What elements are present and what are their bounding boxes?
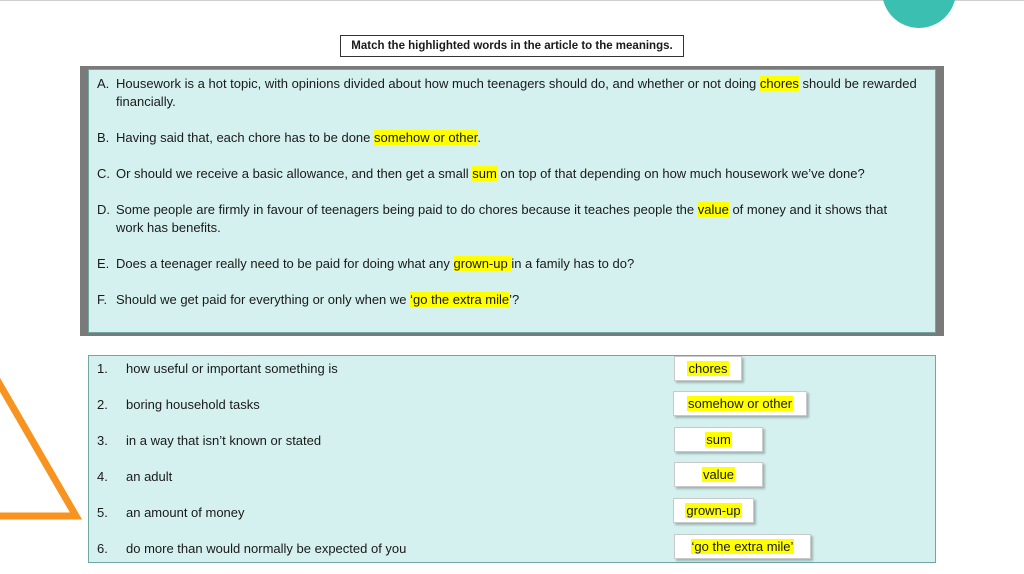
meaning-number: 5. xyxy=(97,505,108,520)
meaning-number: 1. xyxy=(97,361,108,376)
sentence-text-after: in a family has to do? xyxy=(511,256,635,271)
highlighted-word: chores xyxy=(759,76,799,91)
meaning-number: 2. xyxy=(97,397,108,412)
sentence-text-before: Some people are firmly in favour of teenagers being paid to do chores because it teaches people the xyxy=(116,202,698,217)
highlighted-word: sum xyxy=(472,166,497,181)
sentence-c xyxy=(97,165,917,183)
word-card-label: chores xyxy=(688,361,728,376)
sentence-d xyxy=(97,201,917,237)
sentence-b xyxy=(97,129,917,147)
word-card-grown-up[interactable] xyxy=(673,498,754,523)
word-card-somehow-or-other[interactable] xyxy=(673,391,807,416)
sentence-text xyxy=(116,201,917,237)
word-card-label: sum xyxy=(706,432,731,447)
word-card-chores[interactable] xyxy=(674,356,742,381)
sentence-text xyxy=(116,75,917,111)
word-card-label: ‘go the extra mile’ xyxy=(691,539,794,554)
meaning-item-2 xyxy=(97,396,260,414)
sentence-text xyxy=(116,255,917,273)
sentence-text-before: Does a teenager really need to be paid for doing what any xyxy=(116,256,454,271)
word-card-sum[interactable] xyxy=(674,427,763,452)
meaning-text: in a way that isn’t known or stated xyxy=(126,433,322,448)
meaning-item-4 xyxy=(97,468,172,486)
sentence-text-after: ’? xyxy=(509,292,520,307)
sentence-f xyxy=(97,291,917,309)
orange-triangle-decoration xyxy=(0,372,86,532)
article-panel xyxy=(88,69,936,333)
meaning-text: an amount of money xyxy=(126,505,245,520)
sentence-text-before: Or should we receive a basic allowance, and then get a small xyxy=(116,166,473,181)
word-card-label: somehow or other xyxy=(687,396,793,411)
sentence-text-after: of money and it shows that work has benefits. xyxy=(116,202,888,235)
sentence-letter: F. xyxy=(97,292,108,307)
highlighted-word: ‘go the extra mile xyxy=(410,292,510,307)
meaning-text: an adult xyxy=(126,469,173,484)
meaning-number: 4. xyxy=(97,469,108,484)
top-divider xyxy=(0,0,1024,1)
sentence-text-after: . xyxy=(477,130,481,145)
sentence-text xyxy=(116,291,917,309)
highlighted-word: grown-up xyxy=(453,256,512,271)
word-card-label: grown-up xyxy=(686,503,741,518)
sentence-text-after: should be rewarded financially. xyxy=(116,76,917,109)
meaning-number: 3. xyxy=(97,433,108,448)
meaning-text: boring household tasks xyxy=(126,397,260,412)
sentence-text-before: Should we get paid for everything or only when we xyxy=(116,292,411,307)
sentence-text-before: Having said that, each chore has to be done xyxy=(116,130,375,145)
word-card-go-the-extra-mile[interactable] xyxy=(674,534,811,559)
sentence-text-before: Housework is a hot topic, with opinions divided about how much teenagers should do, and whether or not doing xyxy=(116,76,760,91)
sentence-text xyxy=(116,165,917,183)
meaning-number: 6. xyxy=(97,541,108,556)
sentence-letter: E. xyxy=(97,256,110,271)
meanings-panel xyxy=(88,355,936,563)
meaning-text: how useful or important something is xyxy=(126,361,338,376)
sentence-text xyxy=(116,129,917,147)
instruction-title: Match the highlighted words in the article to the meanings. xyxy=(340,35,684,57)
sentence-letter: C. xyxy=(97,166,110,181)
word-card-value[interactable] xyxy=(674,462,763,487)
sentence-letter: D. xyxy=(97,202,110,217)
sentence-text-after: on top of that depending on how much housework we’ve done? xyxy=(496,166,865,181)
meaning-item-5 xyxy=(97,504,245,522)
highlighted-word: somehow or other xyxy=(374,130,478,145)
highlighted-word: value xyxy=(697,202,729,217)
sentence-a xyxy=(97,75,917,111)
word-card-label: value xyxy=(702,467,735,482)
meaning-item-6 xyxy=(97,540,406,558)
meaning-item-3 xyxy=(97,432,321,450)
sentence-letter: A. xyxy=(97,76,110,91)
teal-circle-decoration xyxy=(882,0,956,28)
sentence-e xyxy=(97,255,917,273)
meaning-item-1 xyxy=(97,360,338,378)
meaning-text: do more than would normally be expected of you xyxy=(126,541,407,556)
sentence-letter: B. xyxy=(97,130,110,145)
